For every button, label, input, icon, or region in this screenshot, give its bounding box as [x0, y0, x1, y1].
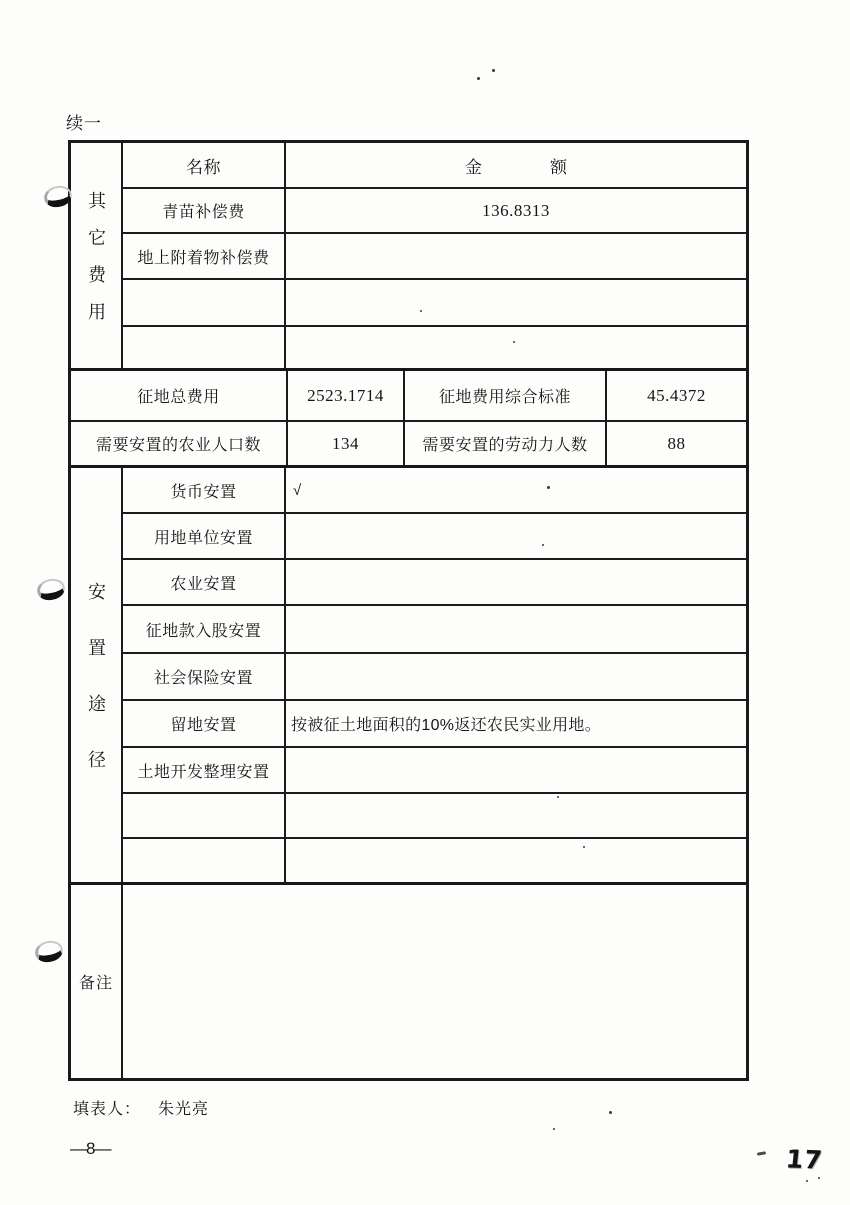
form-filler-label: 填表人：	[73, 1101, 142, 1118]
scan-speck	[513, 341, 515, 343]
way-name-cell: 社会保险安置	[123, 654, 286, 699]
way-name-cell	[123, 794, 286, 837]
stamped-page-number: 17	[784, 1144, 825, 1175]
resettlement-side-cell	[71, 468, 123, 882]
way-name-cell: 土地开发整理安置	[123, 748, 286, 792]
scan-speck	[609, 1111, 612, 1114]
row-empty	[123, 837, 746, 882]
row-empty	[123, 792, 746, 837]
form-filler-name: 朱光亮	[158, 1101, 210, 1118]
agri-population-value: 134	[286, 422, 403, 465]
scan-speck	[583, 846, 585, 848]
way-value-cell-checkmark: √	[293, 481, 302, 499]
amount-header-cell: 金 额	[465, 157, 567, 177]
fee-amount-cell: 136.8313	[482, 200, 550, 220]
way-value-cell	[286, 606, 746, 652]
way-name-cell: 征地款入股安置	[123, 606, 286, 652]
population-row	[71, 420, 746, 465]
fee-name-cell	[123, 327, 286, 368]
hole-punch-artifact	[35, 576, 67, 602]
resettlement-section	[71, 465, 746, 882]
main-table	[68, 140, 749, 1081]
fee-name-cell: 青苗补偿费	[123, 189, 286, 232]
total-cost-value: 2523.1714	[286, 371, 403, 420]
resettlement-side-label: 安置途径	[86, 582, 106, 806]
composite-standard-value: 45.4372	[605, 371, 746, 420]
scan-speck	[420, 310, 422, 312]
continuation-label: 续一	[66, 114, 102, 133]
row-currency-resettle	[123, 468, 746, 512]
other-fees-rows	[123, 143, 746, 368]
table-header-row	[123, 143, 746, 187]
way-name-cell	[123, 839, 286, 882]
table-row-empty	[123, 325, 746, 368]
name-header-cell: 名称	[123, 143, 286, 187]
other-fees-section	[71, 143, 746, 368]
total-cost-label: 征地总费用	[137, 389, 220, 406]
form-filler-line	[73, 1096, 209, 1119]
row-agriculture-resettle	[123, 558, 746, 604]
way-name-cell: 农业安置	[123, 560, 286, 604]
labor-count-label: 需要安置的劳动力人数	[403, 422, 605, 465]
way-value-cell	[286, 794, 746, 837]
way-value-cell-note: 按被征土地面积的10%返还农民实业用地。	[291, 717, 602, 734]
remarks-label: 备注	[78, 975, 113, 992]
page-number: —8—	[70, 1139, 111, 1158]
way-value-cell	[286, 654, 746, 699]
table-row-attachments	[123, 232, 746, 278]
fee-name-cell	[123, 280, 286, 325]
scan-speck	[553, 1128, 555, 1130]
scan-dash-artifact	[757, 1151, 766, 1156]
scan-speck	[547, 486, 550, 489]
resettlement-rows	[123, 468, 746, 882]
fee-amount-cell	[286, 327, 746, 368]
fee-amount-cell	[286, 234, 746, 278]
row-social-insurance-resettle	[123, 652, 746, 699]
scan-speck	[557, 796, 559, 798]
table-row-qingmiao	[123, 187, 746, 232]
row-reserved-land-resettle	[123, 699, 746, 746]
composite-standard-label: 征地费用综合标准	[403, 371, 605, 420]
scan-speck	[477, 77, 480, 80]
table-row-empty	[123, 278, 746, 325]
way-value-cell	[286, 560, 746, 604]
labor-count-value: 88	[605, 422, 746, 465]
scan-speck	[818, 1177, 820, 1179]
scan-speck	[542, 544, 544, 546]
row-land-development-resettle	[123, 746, 746, 792]
other-fees-side-label: 其它费用	[86, 191, 106, 339]
total-cost-row	[71, 368, 746, 420]
way-value-cell	[286, 748, 746, 792]
way-value-cell	[286, 839, 746, 882]
row-shares-resettle	[123, 604, 746, 652]
other-fees-side-cell	[71, 143, 123, 368]
remarks-side-cell	[71, 885, 123, 1078]
remarks-content-cell	[123, 885, 746, 1078]
fee-name-cell: 地上附着物补偿费	[123, 234, 286, 278]
way-name-cell: 留地安置	[123, 701, 286, 746]
remarks-section	[71, 882, 746, 1078]
row-landuser-resettle	[123, 512, 746, 558]
way-value-cell	[286, 514, 746, 558]
way-name-cell: 货币安置	[123, 468, 286, 512]
scan-speck	[492, 69, 495, 72]
way-name-cell: 用地单位安置	[123, 514, 286, 558]
scan-speck	[806, 1180, 808, 1182]
agri-population-label: 需要安置的农业人口数	[95, 437, 261, 454]
fee-amount-cell	[286, 280, 746, 325]
hole-punch-artifact	[33, 938, 65, 964]
